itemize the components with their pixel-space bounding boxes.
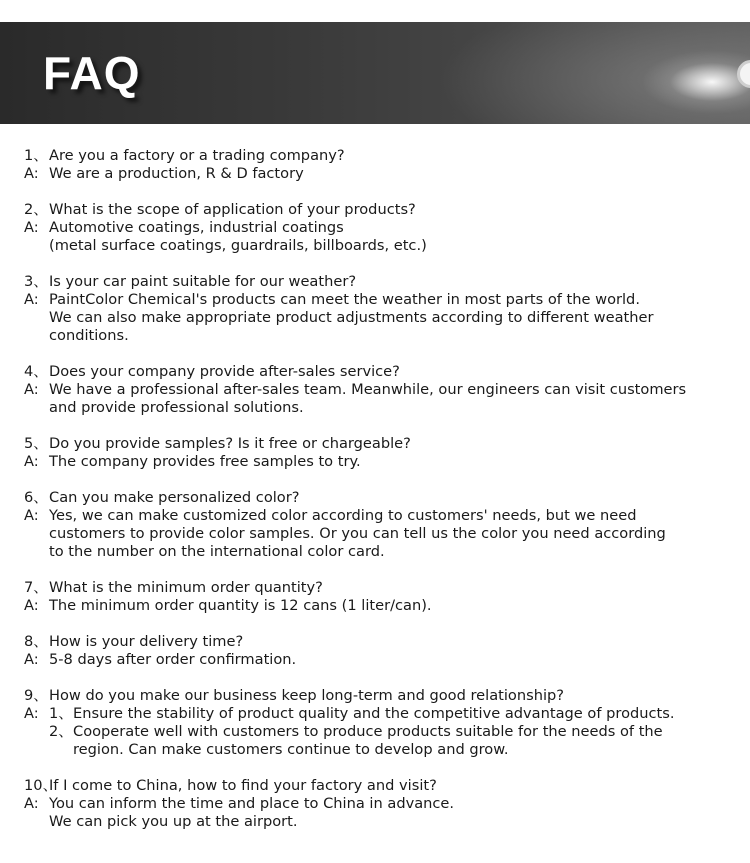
- question-text: If I come to China, how to find your factory and visit?: [49, 777, 437, 794]
- answer-text: and provide professional solutions.: [49, 399, 304, 416]
- question-number: 6、: [24, 489, 48, 506]
- faq-item: [24, 201, 724, 255]
- answer-row: [24, 795, 724, 813]
- answer-label: A:: [24, 291, 39, 308]
- faq-item: [24, 579, 724, 615]
- answer-label: A:: [24, 705, 39, 722]
- question-row: [24, 435, 724, 453]
- answer-text: 5-8 days after order confirmation.: [49, 651, 297, 668]
- question-row: [24, 201, 724, 219]
- answer-row: [24, 165, 724, 183]
- answer-text: Yes, we can make customized color according to customers' needs, but we need: [49, 507, 637, 524]
- question-row: [24, 579, 724, 597]
- answer-text: customers to provide color samples. Or you can tell us the color you need according: [49, 525, 666, 542]
- answer-row: [24, 381, 724, 399]
- answer-point-text: Ensure the stability of product quality and the competitive advantage of products.: [73, 705, 675, 722]
- answer-row: [24, 597, 724, 615]
- question-text: What is the minimum order quantity?: [49, 579, 323, 596]
- question-number: 5、: [24, 435, 48, 452]
- question-row: [24, 633, 724, 651]
- question-number: 2、: [24, 201, 48, 218]
- answer-point-row: [24, 723, 724, 741]
- light-icon: [737, 60, 750, 88]
- question-text: What is the scope of application of your products?: [49, 201, 416, 218]
- question-number: 4、: [24, 363, 48, 380]
- answer-point-number: 1、: [49, 705, 73, 722]
- question-text: Is your car paint suitable for our weather?: [49, 273, 357, 290]
- question-number: 7、: [24, 579, 48, 596]
- answer-row: [24, 291, 724, 309]
- page-title: FAQ: [43, 47, 141, 99]
- question-text: How is your delivery time?: [49, 633, 244, 650]
- question-text: Are you a factory or a trading company?: [49, 147, 345, 164]
- answer-label: A:: [24, 597, 39, 614]
- answer-label: A:: [24, 219, 39, 236]
- faq-item: [24, 363, 724, 417]
- question-row: [24, 687, 724, 705]
- question-number: 9、: [24, 687, 48, 704]
- question-number: 3、: [24, 273, 48, 290]
- answer-text: (metal surface coatings, guardrails, billboards, etc.): [49, 237, 427, 254]
- answer-point-text: region. Can make customers continue to develop and grow.: [73, 741, 509, 758]
- faq-item: [24, 273, 724, 345]
- answer-row: [24, 219, 724, 237]
- question-text: Does your company provide after-sales service?: [49, 363, 400, 380]
- answer-text: The minimum order quantity is 12 cans (1 liter/can).: [49, 597, 432, 614]
- answer-text: Automotive coatings, industrial coatings: [49, 219, 344, 236]
- answer-label: A:: [24, 507, 39, 524]
- question-number: 10、: [24, 777, 58, 794]
- question-number: 8、: [24, 633, 48, 650]
- answer-text: We can pick you up at the airport.: [49, 813, 298, 830]
- answer-row: [24, 453, 724, 471]
- faq-item: [24, 633, 724, 669]
- answer-text: We can also make appropriate product adjustments according to different weather: [49, 309, 654, 326]
- question-row: [24, 273, 724, 291]
- answer-label: A:: [24, 795, 39, 812]
- answer-point: [49, 705, 675, 723]
- answer-text: You can inform the time and place to China in advance.: [49, 795, 455, 812]
- question-row: [24, 777, 724, 795]
- answer-text: PaintColor Chemical's products can meet the weather in most parts of the world.: [49, 291, 640, 308]
- question-text: How do you make our business keep long-term and good relationship?: [49, 687, 565, 704]
- answer-text: to the number on the international color card.: [49, 543, 385, 560]
- faq-banner: [0, 22, 750, 124]
- faq-item: [24, 489, 724, 561]
- faq-item: [24, 777, 724, 831]
- answer-text: We have a professional after-sales team. Meanwhile, our engineers can visit customers: [49, 381, 687, 398]
- answer-point-text: Cooperate well with customers to produce products suitable for the needs of the: [73, 723, 663, 740]
- answer-row: [24, 705, 724, 723]
- question-number: 1、: [24, 147, 48, 164]
- answer-label: A:: [24, 453, 39, 470]
- question-text: Do you provide samples? Is it free or chargeable?: [49, 435, 411, 452]
- answer-label: A:: [24, 381, 39, 398]
- faq-item: [24, 687, 724, 759]
- faq-item: [24, 435, 724, 471]
- faq-list: [24, 147, 724, 849]
- question-text: Can you make personalized color?: [49, 489, 300, 506]
- answer-label: A:: [24, 165, 39, 182]
- answer-label: A:: [24, 651, 39, 668]
- answer-row: [24, 651, 724, 669]
- answer-row: [24, 507, 724, 525]
- answer-text: We are a production, R & D factory: [49, 165, 304, 182]
- answer-text: conditions.: [49, 327, 129, 344]
- question-row: [24, 363, 724, 381]
- answer-text: The company provides free samples to try.: [49, 453, 361, 470]
- question-row: [24, 147, 724, 165]
- answer-point-number: 2、: [49, 723, 73, 740]
- answer-point: [49, 723, 724, 741]
- faq-item: [24, 147, 724, 183]
- question-row: [24, 489, 724, 507]
